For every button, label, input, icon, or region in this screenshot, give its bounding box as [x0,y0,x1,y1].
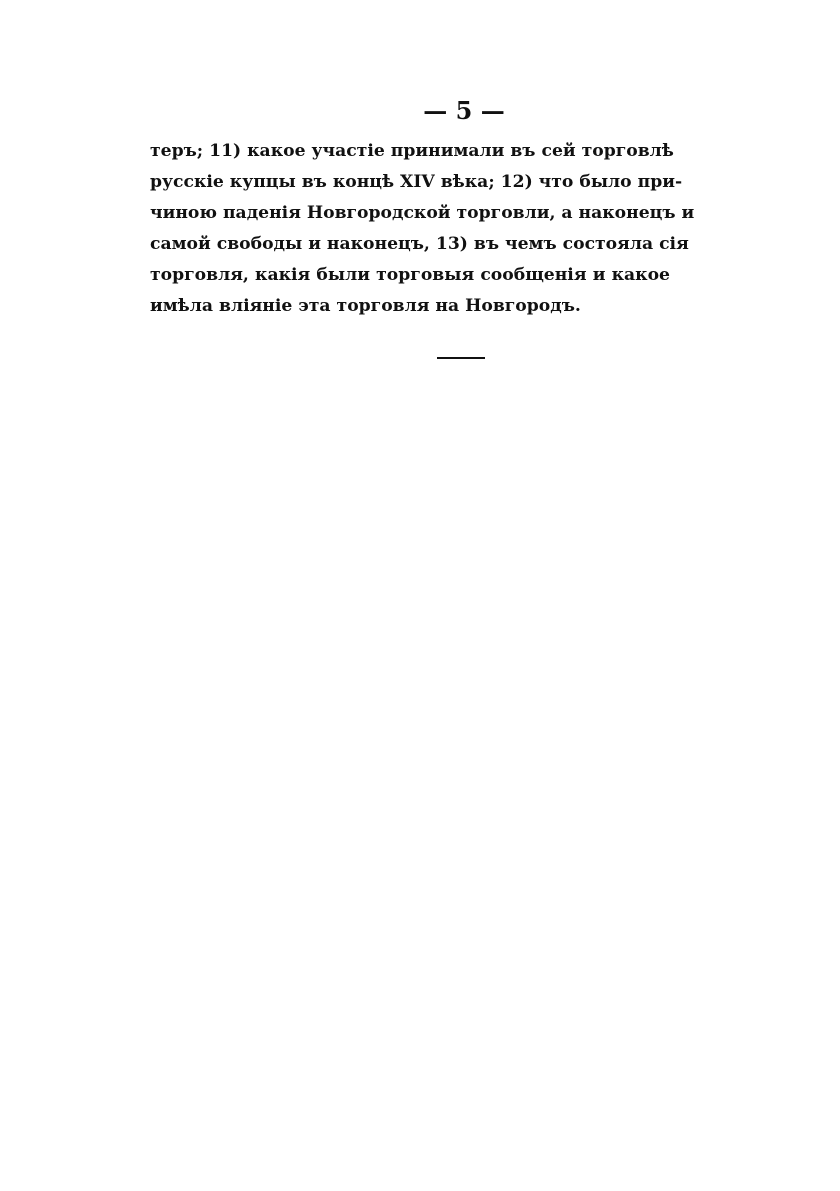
section-end-rule [437,357,485,359]
text-line-5: торговля, какія были торговыя сообщенія и какое [150,265,670,285]
text-line-1: теръ; 11) какое участіе принимали въ сей торговлѣ [150,141,674,161]
page-number: — 5 — [423,96,505,125]
text-line-6: имѣла вліяніе эта торговля на Новгородъ. [150,296,581,316]
text-line-3: чиною паденія Новгородской торговли, а наконецъ и [150,203,695,223]
text-line-2: русскіе купцы въ концѣ XIV вѣка; 12) что было при- [150,172,683,192]
body-paragraph [150,136,695,322]
text-line-4: самой свободы и наконецъ, 13) въ чемъ состояла сія [150,234,689,254]
